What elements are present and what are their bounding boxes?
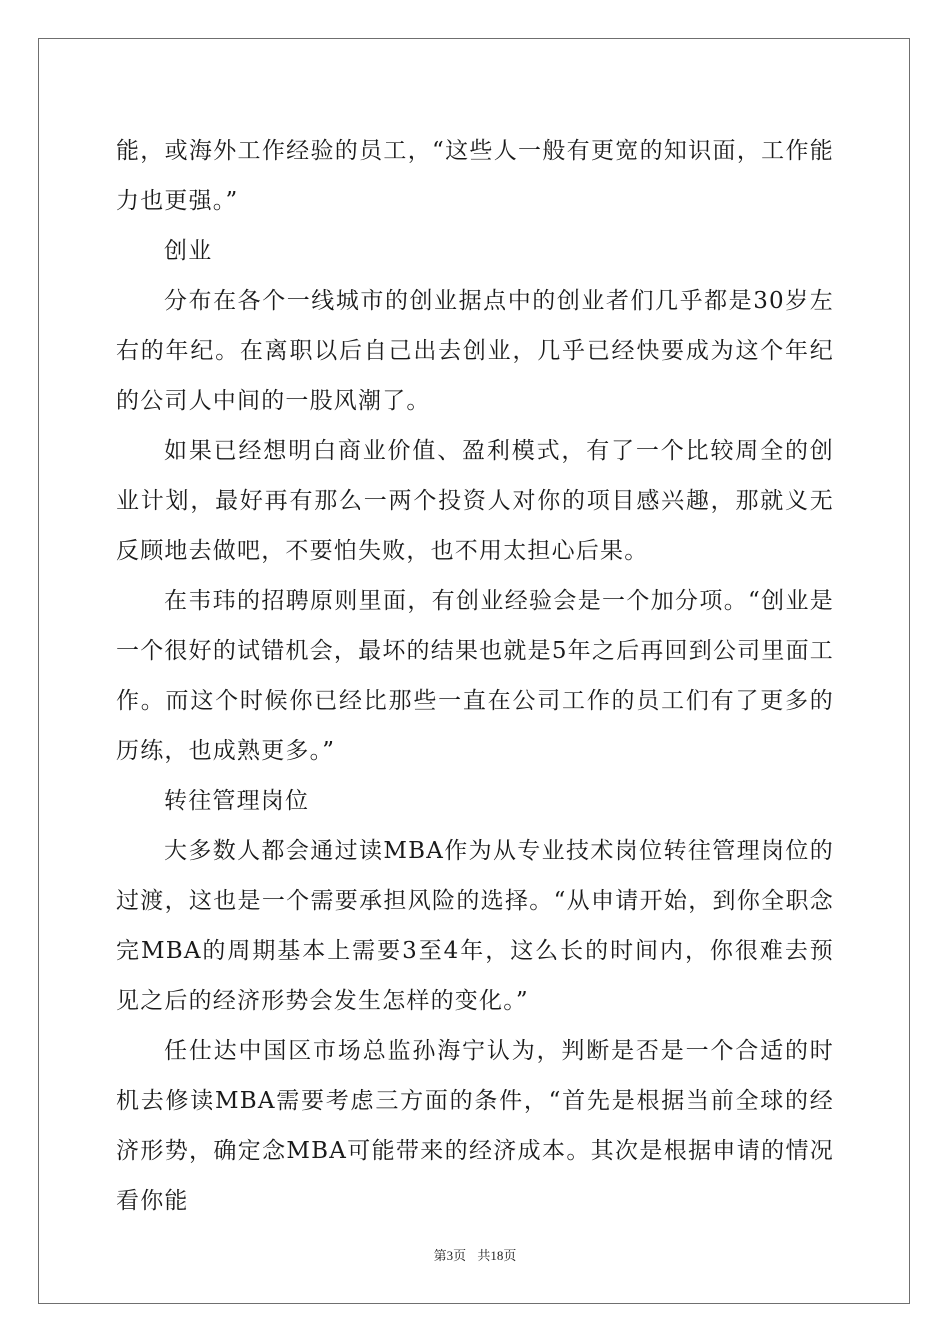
page-total: 共18页 bbox=[477, 1248, 517, 1263]
paragraph: 能，或海外工作经验的员工，“这些人一般有更宽的知识面，工作能力也更强。” bbox=[116, 138, 834, 214]
paragraph: 分布在各个一线城市的创业据点中的创业者们几乎都是30岁左右的年纪。在离职以后自己出去创业，几乎已经快要成为这个年纪的公司人中间的一股风潮了。 bbox=[116, 288, 834, 414]
paragraph: 在韦玮的招聘原则里面，有创业经验会是一个加分项。“创业是一个很好的试错机会，最坏的结果也就是5年之后再回到公司里面工作。而这个时候你已经比那些一直在公司工作的员工们有了更多的历练，也成熟更多。” bbox=[116, 588, 834, 764]
document-body bbox=[116, 126, 834, 1226]
paragraph: 如果已经想明白商业价值、盈利模式，有了一个比较周全的创业计划，最好再有那么一两个投资人对你的项目感兴趣，那就义无反顾地去做吧，不要怕失败，也不用太担心后果。 bbox=[116, 438, 834, 564]
paragraph: 大多数人都会通过读MBA作为从专业技术岗位转往管理岗位的过渡，这也是一个需要承担风险的选择。“从申请开始，到你全职念完MBA的周期基本上需要3至4年，这么长的时间内，你很难去预见之后的经济形势会发生怎样的变化。” bbox=[116, 838, 834, 1014]
page-footer bbox=[0, 1245, 950, 1264]
paragraph: 任仕达中国区市场总监孙海宁认为，判断是否是一个合适的时机去修读MBA需要考虑三方面的条件，“首先是根据当前全球的经济形势，确定念MBA可能带来的经济成本。其次是根据申请的情况看你能 bbox=[116, 1038, 834, 1214]
section-heading: 转往管理岗位 bbox=[164, 788, 310, 814]
page-number: 第3页 bbox=[433, 1248, 467, 1263]
section-heading: 创业 bbox=[164, 238, 213, 264]
